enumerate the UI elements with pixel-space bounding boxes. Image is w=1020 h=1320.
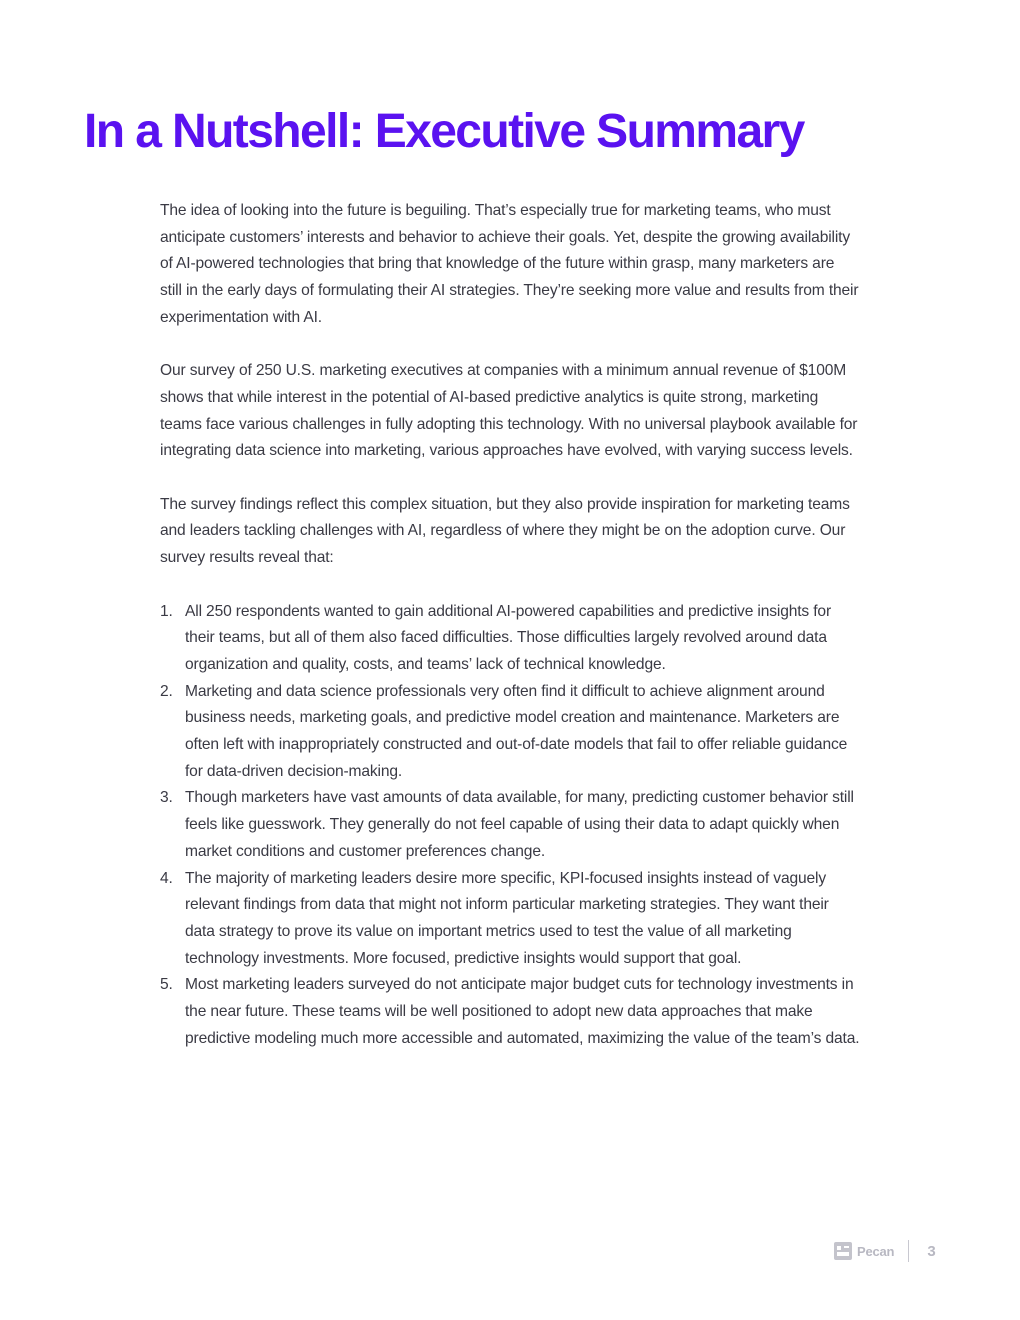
finding-text: All 250 respondents wanted to gain additional AI-powered capabilities and predictive insights for their teams, but all of them also faced difficulties. Those difficulties largely revolved around data organization and quality, costs, and teams’ lack of technical knowledge. xyxy=(185,602,831,673)
summary-body xyxy=(160,198,860,1052)
survey-paragraph: Our survey of 250 U.S. marketing executives at companies with a minimum annual revenue of $100M shows that while interest in the potential of AI-based predictive analytics is quite strong, marketing teams face various challenges in fully adopting this technology. With no universal playbook available for integrating data science into marketing, various approaches have evolved, with varying success levels. xyxy=(160,362,858,460)
brand-logo-text: Pecan xyxy=(857,1243,895,1259)
page-footer xyxy=(834,1238,936,1264)
page-title: In a Nutshell: Executive Summary xyxy=(84,105,804,158)
findings-list xyxy=(160,599,860,1053)
finding-number: 4. xyxy=(160,869,173,887)
findings-intro-paragraph: The survey findings reflect this complex situation, but they also provide inspiration for marketing teams and leaders tackling challenges with AI, regardless of where they might be on the adoption curve. Our survey results reveal that: xyxy=(160,495,850,567)
finding-number: 5. xyxy=(160,976,173,994)
finding-item xyxy=(160,866,860,973)
finding-text: Marketing and data science professionals very often find it difficult to achieve alignment around business needs, marketing goals, and predictive model creation and maintenance. Marketers are often left with inappropriately constructed and out-of-date models that fail to offer reliable guidance for data-driven decision-making. xyxy=(185,682,848,780)
page-number: 3 xyxy=(927,1242,936,1260)
finding-number: 2. xyxy=(160,682,173,700)
finding-number: 3. xyxy=(160,789,173,807)
footer-divider xyxy=(908,1240,909,1262)
finding-item xyxy=(160,679,860,786)
finding-item xyxy=(160,785,860,865)
intro-paragraph: The idea of looking into the future is beguiling. That’s especially true for marketing teams, who must anticipate customers’ interests and behavior to achieve their goals. Yet, despite the growing availability of AI-powered technologies that bring that knowledge of the future within grasp, many marketers are still in the early days of formulating their AI strategies. They’re seeking more value and results from their experimentation with AI. xyxy=(160,202,859,326)
finding-number: 1. xyxy=(160,602,173,620)
finding-item xyxy=(160,599,860,679)
pecan-logo-icon xyxy=(834,1242,852,1260)
finding-item xyxy=(160,972,860,1052)
finding-text: The majority of marketing leaders desire more specific, KPI-focused insights instead of vaguely relevant findings from data that might not inform particular marketing strategies. They want their data strategy to prove its value on important metrics used to test the value of all marketing technology investments. More focused, predictive insights would support that goal. xyxy=(185,869,829,967)
finding-text: Most marketing leaders surveyed do not anticipate major budget cuts for technology investments in the near future. These teams will be well positioned to adopt new data approaches that make predictive modeling much more accessible and automated, maximizing the value of the team’s data. xyxy=(185,976,860,1047)
finding-text: Though marketers have vast amounts of data available, for many, predicting customer behavior still feels like guesswork. They generally do not feel capable of using their data to adapt quickly when market conditions and customer preferences change. xyxy=(185,789,854,860)
